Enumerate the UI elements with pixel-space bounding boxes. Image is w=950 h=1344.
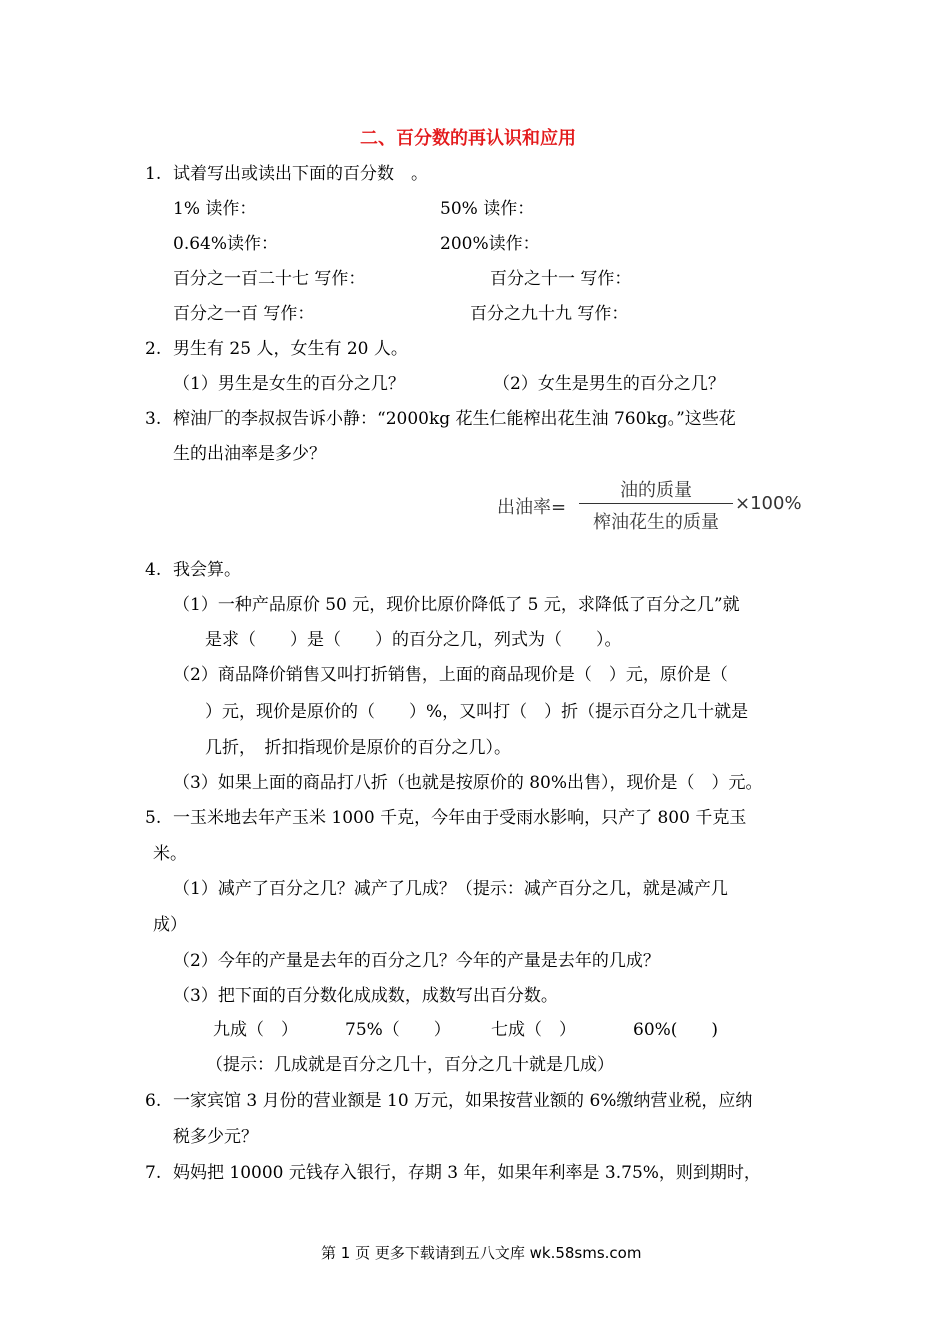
question-number: 4. xyxy=(145,560,162,580)
sub-question: （2）女生是男生的百分之几？ xyxy=(493,374,725,394)
prompt: 百分之一百 写作： xyxy=(173,304,315,324)
sub-question: 是求（ ）是（ ）的百分之几，列式为（ ）。 xyxy=(205,630,622,650)
question-number: 5. xyxy=(145,808,162,828)
prompt: 1% 读作： xyxy=(173,199,257,219)
sub-question: 成） xyxy=(153,915,187,935)
question-text: 一家宾馆 3 月份的营业额是 10 万元，如果按营业额的 6%缴纳营业税，应纳 xyxy=(173,1091,753,1111)
question-text: 税多少元？ xyxy=(173,1127,258,1147)
sub-question: （2）今年的产量是去年的百分之几？今年的产量是去年的几成？ xyxy=(173,951,660,971)
sub-question: （3）把下面的百分数化成成数，成数写出百分数。 xyxy=(173,986,558,1006)
sub-question: （1）一种产品原价 50 元，现价比原价降低了 5 元，求降低了百分之几”就 xyxy=(173,595,740,615)
question-text: 一玉米地去年产玉米 1000 千克，今年由于受雨水影响，只产了 800 千克玉 xyxy=(173,808,747,828)
conversion-item: 60%( ) xyxy=(633,1020,719,1040)
sub-question: （1）减产了百分之几？减产了几成？（提示：减产百分之几，就是减产几 xyxy=(173,879,728,899)
question-text: 米。 xyxy=(153,844,187,864)
sub-question: （3）如果上面的商品打八折（也就是按原价的 80%出售），现价是（ ）元。 xyxy=(173,773,763,793)
question-number: 2. xyxy=(145,339,162,359)
prompt: 200%读作： xyxy=(440,234,540,254)
sub-question: （2）商品降价销售又叫打折销售，上面的商品现价是（ ）元，原价是（ xyxy=(173,665,728,685)
sub-question: ）元，现价是原价的（ ）%，又叫打（ ）折（提示百分之几十就是 xyxy=(205,702,749,722)
sub-question: 几折， 折扣指现价是原价的百分之几）。 xyxy=(205,738,511,758)
conversion-item: 九成（ ） xyxy=(213,1020,298,1040)
question-number: 6. xyxy=(145,1091,162,1111)
formula-rhs: ×100% xyxy=(735,493,802,514)
sub-question: （1）男生是女生的百分之几？ xyxy=(173,374,405,394)
oil-yield-formula xyxy=(497,476,807,532)
prompt: 百分之十一 写作： xyxy=(490,269,632,289)
formula-lhs: 出油率= xyxy=(497,497,567,518)
question-text: 男生有 25 人，女生有 20 人。 xyxy=(173,339,408,359)
question-number: 7. xyxy=(145,1163,162,1183)
hint: （提示：几成就是百分之几十，百分之几十就是几成） xyxy=(206,1055,614,1075)
prompt: 百分之九十九 写作： xyxy=(470,304,629,324)
conversion-item: 七成（ ） xyxy=(491,1020,576,1040)
prompt: 0.64%读作： xyxy=(173,234,279,254)
formula-denominator: 榨油花生的质量 xyxy=(593,512,719,533)
question-text: 榨油厂的李叔叔告诉小静：“2000kg 花生仁能榨出花生油 760kg。”这些花 xyxy=(173,409,736,429)
question-text: 我会算。 xyxy=(173,560,241,580)
question-number: 1. xyxy=(145,164,162,184)
question-text: 试着写出或读出下面的百分数 。 xyxy=(173,164,428,184)
conversion-item: 75%（ ） xyxy=(345,1020,451,1040)
page-footer: 第 1 页 更多下载请到五八文库 wk.58sms.com xyxy=(321,1244,642,1262)
prompt: 50% 读作： xyxy=(440,199,535,219)
question-number: 3. xyxy=(145,409,162,429)
fraction-bar xyxy=(579,503,733,504)
question-text: 生的出油率是多少？ xyxy=(173,444,326,464)
prompt: 百分之一百二十七 写作： xyxy=(173,269,366,289)
formula-numerator: 油的质量 xyxy=(620,480,692,501)
formula-fraction xyxy=(579,476,733,532)
question-text: 妈妈把 10000 元钱存入银行，存期 3 年，如果年利率是 3.75%，则到期时， xyxy=(173,1163,761,1183)
page-title: 二、百分数的再认识和应用 xyxy=(360,128,576,149)
